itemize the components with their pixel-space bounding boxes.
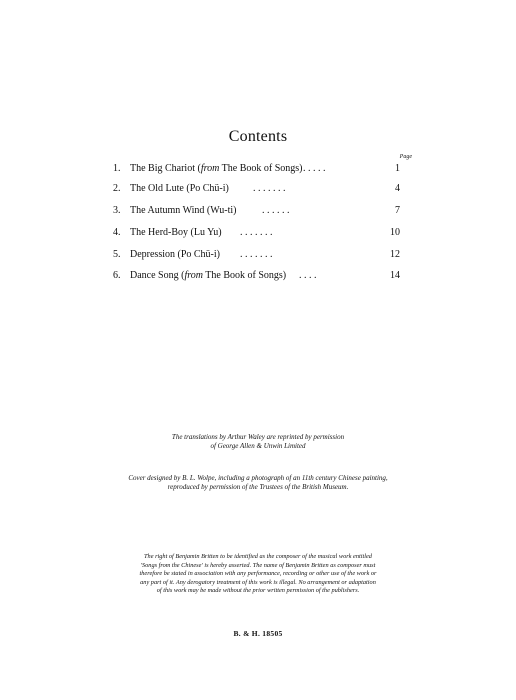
rights-line: any part of it. Any derogatory treatment of this work is illegal. No arrangement or adaptation [140, 578, 376, 586]
toc-page-number: 10 [390, 227, 400, 238]
rights-line: 'Songs from the Chinese' is hereby asserted. The name of Benjamin Britten as composer must [140, 561, 376, 569]
contents-title: Contents [228, 128, 288, 145]
rights-line: of this work may be made without the prior written permission of the publishers. [156, 587, 360, 595]
toc-title: The Autumn Wind (Wu-ti) [130, 205, 237, 216]
toc-number: 3. [113, 205, 121, 216]
translation-credit [0, 433, 516, 451]
toc-leader-dots: . . . . . . . [240, 227, 273, 238]
toc-title: The Herd-Boy (Lu Yu) [130, 227, 222, 238]
credit-line: The translations by Arthur Waley are reprinted by permission [171, 433, 345, 441]
cover-credit [0, 474, 516, 492]
toc-entry-4 [0, 226, 516, 240]
table-of-contents [0, 0, 516, 300]
toc-entry-5 [0, 248, 516, 262]
toc-number: 4. [113, 227, 121, 238]
rights-line: therefore be stated in association with any performance, recording or other use of the work or [139, 570, 377, 578]
credit-line: of George Allen & Unwin Limited [210, 442, 306, 450]
rights-line: The right of Benjamin Britten to be identified as the composer of the musical work entitled [144, 553, 372, 560]
toc-page-number: 12 [390, 249, 400, 260]
toc-entry-2 [0, 182, 516, 196]
toc-page-number: 1 [395, 163, 400, 174]
toc-title: Depression (Po Chü-i) [130, 249, 220, 260]
toc-title: The Big Chariot (from The Book of Songs) [130, 163, 303, 174]
toc-entry-1 [0, 162, 516, 176]
credit-line: Cover designed by B. L. Wolpe, including a photograph of an 11th century Chinese painting, [128, 474, 388, 482]
toc-number: 2. [113, 183, 121, 194]
toc-leader-dots: . . . . . . . [253, 183, 286, 194]
publisher-code: B. & H. 18505 [233, 629, 283, 638]
toc-title: The Old Lute (Po Chü-i) [130, 183, 229, 194]
credit-line: reproduced by permission of the Trustees of the British Museum. [167, 483, 349, 491]
toc-page-number: 7 [395, 205, 400, 216]
rights-notice [0, 553, 516, 596]
toc-page-number: 14 [390, 270, 400, 281]
page-column-label: Page [399, 154, 412, 160]
toc-number: 5. [113, 249, 121, 260]
toc-title: Dance Song (from The Book of Songs) [130, 270, 287, 281]
toc-leader-dots: . . . . [299, 270, 317, 281]
toc-leader-dots: . . . . . [303, 163, 326, 174]
toc-leader-dots: . . . . . . [262, 205, 290, 216]
toc-entry-6 [0, 269, 516, 283]
toc-leader-dots: . . . . . . . [240, 249, 273, 260]
toc-page-number: 4 [395, 183, 400, 194]
toc-entry-3 [0, 204, 516, 218]
toc-number: 6. [113, 270, 121, 281]
toc-number: 1. [113, 163, 121, 174]
